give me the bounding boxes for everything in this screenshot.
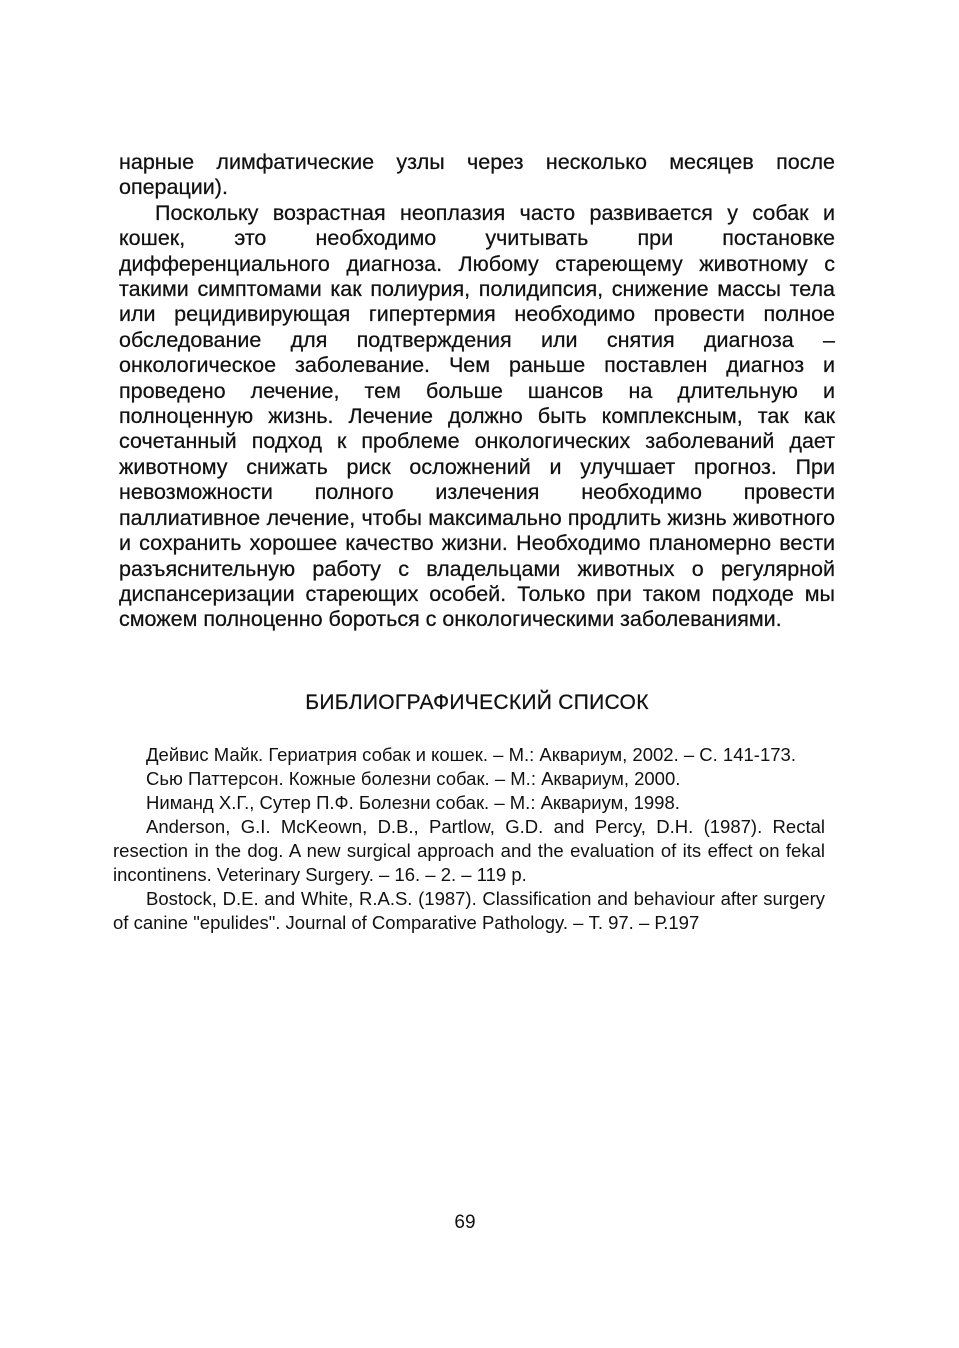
paragraph-neoplasia: Поскольку возрастная неоплазия часто развивается у собак и кошек, это необходимо учитывать при постановке дифференциального диагноза. Любому стареющему животному с такими симптомами как полиурия, полидипсия, снижение массы тела или рецидивирующая гипертермия необходимо провести полное обследование для подтверждения или снятия диагноза – онкологическое заболевание. Чем раньше поставлен диагноз и проведено лечение, тем больше шансов на длительную и полноценную жизнь. Лечение должно быть комплексным, так как сочетанный подход к проблеме онкологических заболеваний дает животному снижать риск осложнений и улучшает прогноз. При невозможности полного излечения необходимо провести паллиативное лечение, чтобы максимально продлить жизнь животного и сохранить хорошее качество жизни. Необходимо планомерно вести разъяснительную работу с владельцами животных о регулярной диспансеризации стареющих особей. Только при таком подходе мы сможем полноценно бороться с онкологическими заболеваниями. bbox=[119, 200, 835, 632]
reference-item: Ниманд Х.Г., Сутер П.Ф. Болезни собак. – М.: Аквариум, 1998. bbox=[146, 792, 680, 813]
reference-item: Anderson, G.I. McKeown, D.B., Partlow, G.D. and Percy, D.H. (1987). Rectal resection in the dog. A new surgical approach and the evaluation of its effect on fekal incontinens. Veterinary Surgery. – 16. – 2. – 119 p. bbox=[113, 816, 825, 885]
page-number: 69 bbox=[454, 1212, 476, 1233]
bibliography-heading: БИБЛИОГРАФИЧЕСКИЙ СПИСОК bbox=[305, 691, 649, 714]
reference-item: Дейвис Майк. Гериатрия собак и кошек. – М.: Аквариум, 2002. – С. 141-173. bbox=[146, 744, 796, 765]
paragraph-continuation: нарные лимфатические узлы через несколько месяцев после операции). bbox=[119, 150, 835, 200]
bibliography-list bbox=[113, 743, 825, 935]
reference-item: Bostock, D.E. and White, R.A.S. (1987). Classification and behaviour after surgery of canine "epulides". Journal of Comparative Pathology. – Т. 97. – Р.197 bbox=[113, 888, 825, 933]
body-text bbox=[119, 150, 835, 633]
reference-item: Сью Паттерсон. Кожные болезни собак. – М.: Аквариум, 2000. bbox=[146, 768, 681, 789]
